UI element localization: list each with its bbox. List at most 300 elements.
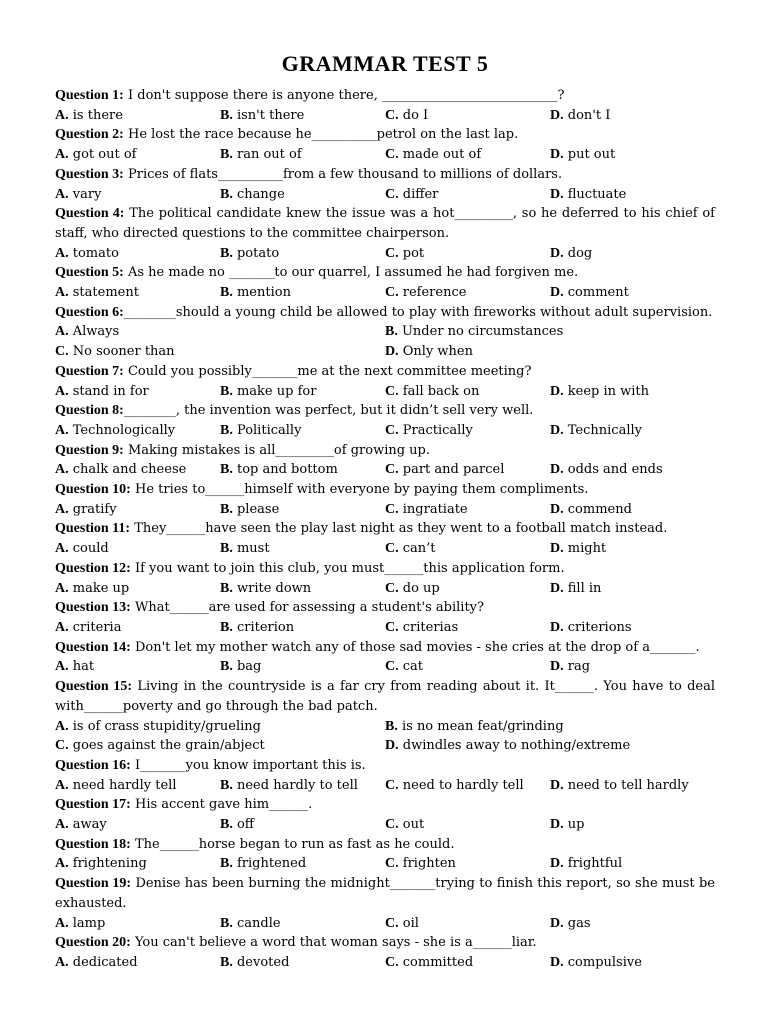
question-number: Question 2: <box>55 127 124 143</box>
question-text: As he made no _______to our quarrel, I assumed he had forgiven me. <box>123 265 579 281</box>
question-number: Question 3: <box>55 166 124 182</box>
answer-option <box>220 185 385 205</box>
answer-option <box>385 145 550 165</box>
question-stem <box>55 263 715 283</box>
question-block <box>55 756 715 795</box>
question-number: Question 5: <box>55 265 124 281</box>
option-letter: A. <box>55 462 69 478</box>
option-letter: B. <box>220 501 233 517</box>
answer-option <box>220 815 385 835</box>
option-text: top and bottom <box>232 462 338 478</box>
option-text: criterias <box>398 619 459 635</box>
question-stem <box>55 598 715 618</box>
question-number: Question 11: <box>55 521 131 537</box>
answer-option <box>55 914 220 934</box>
answer-option <box>220 382 385 402</box>
option-text: dwindles away to nothing/extreme <box>398 738 631 754</box>
answer-option <box>385 342 715 362</box>
question-block <box>55 303 715 362</box>
option-letter: D. <box>550 147 564 163</box>
answer-option <box>220 145 385 165</box>
options-row <box>55 953 715 973</box>
answer-option <box>550 460 715 480</box>
option-letter: C. <box>385 107 399 123</box>
option-letter: B. <box>220 462 233 478</box>
option-text: potato <box>232 245 280 261</box>
answer-option <box>385 953 550 973</box>
option-letter: C. <box>385 659 399 675</box>
question-text: His accent gave him______. <box>130 797 313 813</box>
question-number: Question 18: <box>55 836 131 852</box>
option-letter: A. <box>55 954 69 970</box>
option-text: frightening <box>68 856 147 872</box>
options-row <box>55 854 715 874</box>
answer-option <box>550 500 715 520</box>
answer-option <box>55 717 385 737</box>
option-text: No sooner than <box>68 344 175 360</box>
answer-option <box>220 854 385 874</box>
option-letter: B. <box>220 954 233 970</box>
question-stem <box>55 362 715 382</box>
question-text: They______have seen the play last night as they went to a football match instead. <box>130 521 668 537</box>
question-number: Question 9: <box>55 442 124 458</box>
question-stem <box>55 559 715 579</box>
option-letter: A. <box>55 718 69 734</box>
question-stem <box>55 933 715 953</box>
option-text: ran out of <box>232 147 302 163</box>
answer-option <box>55 953 220 973</box>
option-letter: D. <box>550 541 564 557</box>
answer-option <box>550 106 715 126</box>
option-letter: B. <box>220 817 233 833</box>
option-text: Always <box>68 324 120 340</box>
option-letter: C. <box>55 738 69 754</box>
option-text: made out of <box>398 147 482 163</box>
option-letter: C. <box>385 915 399 931</box>
question-number: Question 10: <box>55 482 131 498</box>
answer-option <box>550 776 715 796</box>
question-block <box>55 480 715 519</box>
question-block <box>55 125 715 164</box>
option-text: frightful <box>563 856 623 872</box>
option-letter: A. <box>55 777 69 793</box>
option-letter: B. <box>220 422 233 438</box>
answer-option <box>385 914 550 934</box>
answer-option <box>385 322 715 342</box>
question-block <box>55 933 715 972</box>
option-text: must <box>232 541 270 557</box>
option-text: differ <box>398 186 439 202</box>
question-block <box>55 401 715 440</box>
answer-option <box>220 776 385 796</box>
question-text: He tries to______himself with everyone by paying them compliments. <box>130 482 589 498</box>
option-letter: C. <box>385 580 399 596</box>
option-letter: B. <box>385 718 398 734</box>
question-number: Question 8: <box>55 403 124 419</box>
option-text: vary <box>68 186 102 202</box>
option-letter: D. <box>550 580 564 596</box>
answer-option <box>385 460 550 480</box>
option-letter: B. <box>220 383 233 399</box>
question-stem <box>55 165 715 185</box>
option-text: criterion <box>232 619 295 635</box>
answer-option <box>55 500 220 520</box>
option-text: part and parcel <box>398 462 505 478</box>
option-letter: C. <box>385 383 399 399</box>
option-letter: D. <box>550 245 564 261</box>
option-text: ingratiate <box>398 501 468 517</box>
answer-option <box>385 283 550 303</box>
options-row <box>55 618 715 638</box>
answer-option <box>55 579 220 599</box>
question-block <box>55 362 715 401</box>
options-row <box>55 539 715 559</box>
answer-option <box>550 953 715 973</box>
option-text: got out of <box>68 147 137 163</box>
option-letter: A. <box>55 422 69 438</box>
option-letter: C. <box>385 619 399 635</box>
question-block <box>55 86 715 125</box>
answer-option <box>385 421 550 441</box>
option-text: gas <box>563 915 591 931</box>
option-letter: C. <box>385 856 399 872</box>
question-text: ________, the invention was perfect, but it didn’t sell very well. <box>123 403 534 419</box>
option-text: devoted <box>232 954 290 970</box>
option-text: tomato <box>68 245 119 261</box>
answer-option <box>220 914 385 934</box>
question-text: The______horse began to run as fast as he could. <box>130 836 455 852</box>
option-text: off <box>232 817 255 833</box>
answer-option <box>55 342 385 362</box>
option-text: frightened <box>232 856 307 872</box>
answer-option <box>550 657 715 677</box>
option-letter: B. <box>220 107 233 123</box>
answer-option <box>385 539 550 559</box>
options-row <box>55 382 715 402</box>
option-letter: C. <box>55 344 69 360</box>
question-stem <box>55 756 715 776</box>
question-number: Question 20: <box>55 935 131 951</box>
option-text: make up for <box>232 383 317 399</box>
answer-option <box>55 145 220 165</box>
answer-option <box>220 500 385 520</box>
answer-option <box>385 854 550 874</box>
option-text: hat <box>68 659 95 675</box>
option-letter: C. <box>385 501 399 517</box>
answer-option <box>55 421 220 441</box>
options-row <box>55 815 715 835</box>
option-text: isn't there <box>232 107 305 123</box>
option-text: fluctuate <box>563 186 627 202</box>
option-letter: D. <box>385 738 399 754</box>
option-letter: B. <box>220 186 233 202</box>
answer-option <box>385 657 550 677</box>
option-letter: A. <box>55 659 69 675</box>
options-row <box>55 106 715 126</box>
option-text: need to hardly tell <box>398 777 524 793</box>
question-block <box>55 677 715 756</box>
option-letter: D. <box>550 954 564 970</box>
option-letter: A. <box>55 856 69 872</box>
option-letter: D. <box>550 915 564 931</box>
option-text: away <box>68 817 107 833</box>
question-text: ________should a young child be allowed to play with fireworks without adult supervision. <box>123 304 713 320</box>
question-block <box>55 559 715 598</box>
option-letter: A. <box>55 817 69 833</box>
question-block <box>55 795 715 834</box>
option-letter: B. <box>220 285 233 301</box>
option-letter: B. <box>220 856 233 872</box>
option-letter: A. <box>55 541 69 557</box>
option-letter: B. <box>220 147 233 163</box>
option-text: frighten <box>398 856 456 872</box>
option-text: Politically <box>232 422 302 438</box>
question-number: Question 6: <box>55 304 124 320</box>
answer-option <box>55 244 220 264</box>
option-letter: A. <box>55 383 69 399</box>
options-row <box>55 657 715 677</box>
question-number: Question 16: <box>55 757 131 773</box>
answer-option <box>385 579 550 599</box>
question-text: Denise has been burning the midnight_______trying to finish this report, so she must be exhausted. <box>55 876 716 911</box>
option-letter: B. <box>220 580 233 596</box>
answer-option <box>550 244 715 264</box>
option-letter: C. <box>385 422 399 438</box>
option-text: put out <box>563 147 616 163</box>
option-text: pot <box>398 245 425 261</box>
answer-option <box>385 776 550 796</box>
option-text: up <box>563 817 585 833</box>
option-letter: A. <box>55 580 69 596</box>
option-text: could <box>68 541 109 557</box>
answer-option <box>385 185 550 205</box>
option-letter: D. <box>550 777 564 793</box>
options-row <box>55 717 715 737</box>
option-letter: D. <box>550 501 564 517</box>
answer-option <box>55 322 385 342</box>
option-letter: A. <box>55 107 69 123</box>
question-number: Question 14: <box>55 639 131 655</box>
option-text: bag <box>232 659 262 675</box>
answer-option <box>55 382 220 402</box>
question-text: He lost the race because he__________petrol on the last lap. <box>123 127 519 143</box>
answer-option <box>550 854 715 874</box>
question-stem <box>55 401 715 421</box>
answer-option <box>55 539 220 559</box>
options-row <box>55 500 715 520</box>
answer-option <box>55 106 220 126</box>
option-text: candle <box>232 915 281 931</box>
answer-option <box>220 539 385 559</box>
option-text: commend <box>563 501 632 517</box>
option-letter: C. <box>385 462 399 478</box>
option-text: mention <box>232 285 291 301</box>
answer-option <box>385 244 550 264</box>
option-text: Practically <box>398 422 473 438</box>
option-text: need hardly tell <box>68 777 177 793</box>
answer-option <box>220 106 385 126</box>
question-stem <box>55 795 715 815</box>
question-stem <box>55 638 715 658</box>
answer-option <box>385 106 550 126</box>
option-letter: B. <box>220 619 233 635</box>
option-text: Only when <box>398 344 473 360</box>
options-row <box>55 579 715 599</box>
option-text: cat <box>398 659 424 675</box>
question-number: Question 12: <box>55 560 131 576</box>
question-text: I don't suppose there is anyone there, ___________________________? <box>123 88 565 103</box>
answer-option <box>220 579 385 599</box>
answer-option <box>550 382 715 402</box>
option-text: lamp <box>68 915 106 931</box>
option-letter: D. <box>550 856 564 872</box>
option-letter: D. <box>550 285 564 301</box>
option-text: write down <box>232 580 312 596</box>
option-text: oil <box>398 915 419 931</box>
options-row <box>55 322 715 342</box>
option-letter: A. <box>55 186 69 202</box>
question-block <box>55 165 715 204</box>
question-text: Don't let my mother watch any of those sad movies - she cries at the drop of a_______. <box>130 639 700 655</box>
answer-option <box>220 283 385 303</box>
option-letter: D. <box>550 659 564 675</box>
option-text: reference <box>398 285 467 301</box>
answer-option <box>55 776 220 796</box>
option-letter: C. <box>385 245 399 261</box>
question-block <box>55 598 715 637</box>
option-text: don't I <box>563 107 611 123</box>
option-letter: B. <box>220 245 233 261</box>
question-text: Making mistakes is all_________of growing up. <box>123 442 431 458</box>
option-text: fall back on <box>398 383 480 399</box>
option-text: is no mean feat/grinding <box>397 718 564 734</box>
option-letter: D. <box>550 619 564 635</box>
answer-option <box>55 657 220 677</box>
question-text: Could you possibly_______me at the next committee meeting? <box>123 363 532 379</box>
question-text: You can't believe a word that woman says - she is a______liar. <box>130 935 537 951</box>
option-text: dedicated <box>68 954 138 970</box>
question-number: Question 17: <box>55 797 131 813</box>
question-text: If you want to join this club, you must______this application form. <box>130 560 565 576</box>
option-letter: C. <box>385 777 399 793</box>
answer-option <box>385 736 715 756</box>
option-text: is there <box>68 107 123 123</box>
answer-option <box>220 618 385 638</box>
option-text: chalk and cheese <box>68 462 187 478</box>
option-letter: A. <box>55 915 69 931</box>
answer-option <box>550 914 715 934</box>
option-text: please <box>232 501 280 517</box>
question-stem <box>55 86 715 106</box>
answer-option <box>385 500 550 520</box>
option-letter: C. <box>385 954 399 970</box>
question-stem <box>55 677 715 716</box>
option-letter: A. <box>55 501 69 517</box>
answer-option <box>385 717 715 737</box>
question-text: The political candidate knew the issue was a hot_________, so he deferred to his chief of staff, who directed questions to the committee chairperson. <box>55 206 715 241</box>
question-block <box>55 835 715 874</box>
question-stem <box>55 303 715 323</box>
option-letter: C. <box>385 186 399 202</box>
options-row <box>55 283 715 303</box>
option-letter: D. <box>550 383 564 399</box>
option-text: need hardly to tell <box>232 777 358 793</box>
answer-option <box>550 145 715 165</box>
option-letter: B. <box>220 659 233 675</box>
answer-option <box>55 854 220 874</box>
answer-option <box>385 382 550 402</box>
option-text: Technologically <box>68 422 176 438</box>
answer-option <box>55 736 385 756</box>
question-stem <box>55 125 715 145</box>
option-text: keep in with <box>563 383 650 399</box>
answer-option <box>55 185 220 205</box>
option-text: compulsive <box>563 954 642 970</box>
question-number: Question 4: <box>55 206 125 222</box>
option-letter: A. <box>55 245 69 261</box>
answer-option <box>550 421 715 441</box>
question-block <box>55 638 715 677</box>
options-row <box>55 342 715 362</box>
question-number: Question 13: <box>55 600 131 616</box>
question-stem <box>55 874 715 913</box>
option-text: Under no circumstances <box>397 324 564 340</box>
options-row <box>55 736 715 756</box>
options-row <box>55 776 715 796</box>
option-text: Technically <box>563 422 642 438</box>
option-text: do up <box>398 580 440 596</box>
option-text: can’t <box>398 541 436 557</box>
question-text: What______are used for assessing a student's ability? <box>130 600 484 616</box>
option-letter: B. <box>385 324 398 340</box>
question-stem <box>55 480 715 500</box>
options-row <box>55 421 715 441</box>
options-row <box>55 914 715 934</box>
answer-option <box>550 579 715 599</box>
option-text: criterions <box>563 619 632 635</box>
question-block <box>55 263 715 302</box>
answer-option <box>385 815 550 835</box>
question-number: Question 7: <box>55 363 124 379</box>
options-row <box>55 145 715 165</box>
option-text: gratify <box>68 501 117 517</box>
question-block <box>55 874 715 933</box>
option-letter: B. <box>220 541 233 557</box>
option-letter: A. <box>55 285 69 301</box>
question-block <box>55 519 715 558</box>
option-text: need to tell hardly <box>563 777 689 793</box>
option-text: comment <box>563 285 629 301</box>
option-text: might <box>563 541 607 557</box>
options-row <box>55 185 715 205</box>
answer-option <box>550 815 715 835</box>
option-text: odds and ends <box>563 462 663 478</box>
option-letter: D. <box>550 462 564 478</box>
answer-option <box>550 283 715 303</box>
answer-option <box>55 815 220 835</box>
options-row <box>55 244 715 264</box>
option-letter: D. <box>550 817 564 833</box>
option-letter: A. <box>55 324 69 340</box>
question-stem <box>55 441 715 461</box>
answer-option <box>55 618 220 638</box>
answer-option <box>220 953 385 973</box>
option-letter: C. <box>385 541 399 557</box>
option-text: stand in for <box>68 383 149 399</box>
option-text: fill in <box>563 580 602 596</box>
question-stem <box>55 204 715 243</box>
option-letter: C. <box>385 285 399 301</box>
